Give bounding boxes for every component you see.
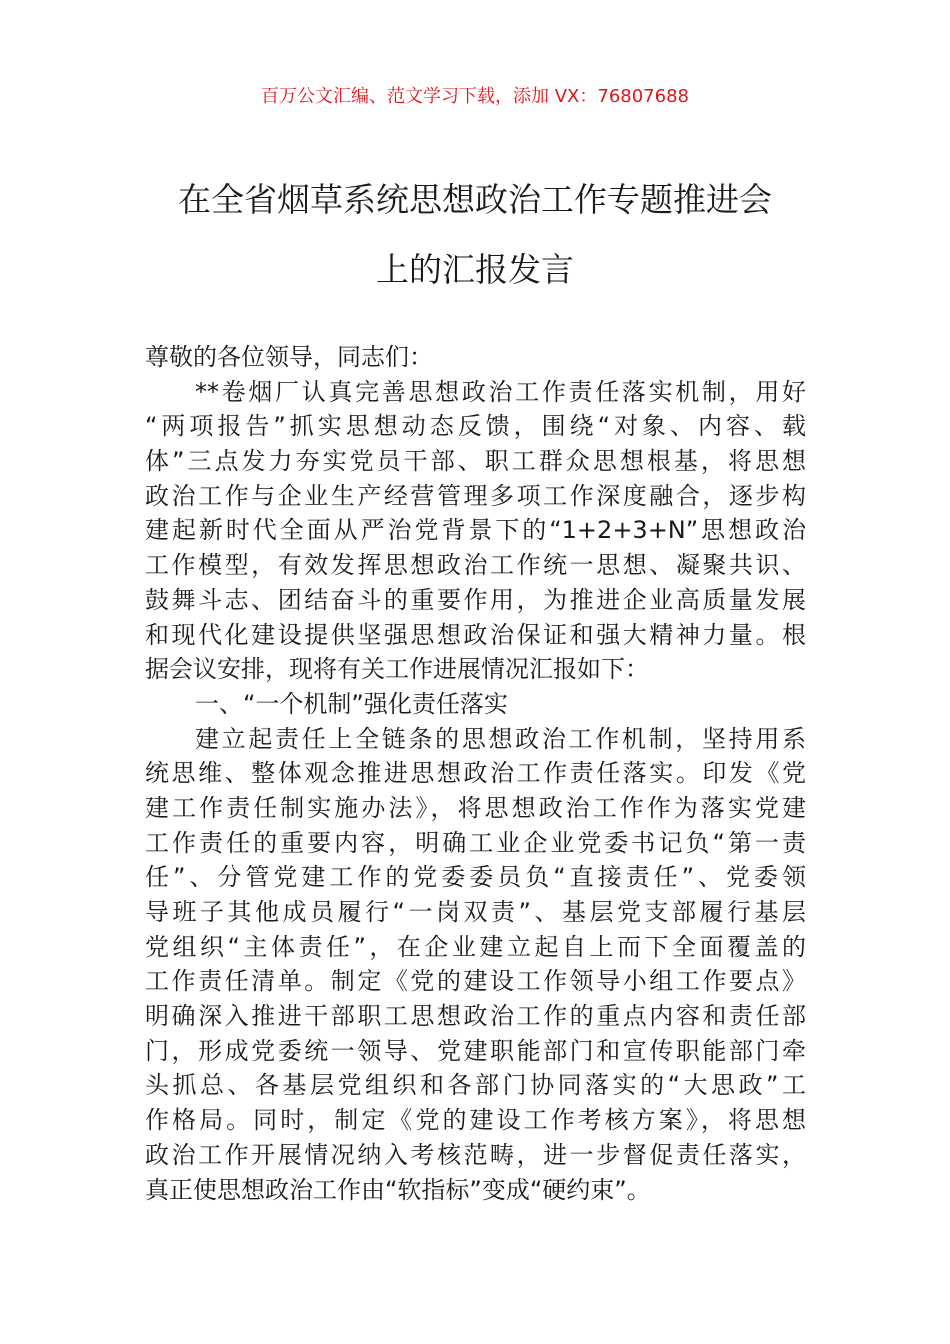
body-text-line: 政治工作与企业生产经营管理多项工作深度融合，逐步构 [145, 481, 806, 510]
body-text-line: 工作模型，有效发挥思想政治工作统一思想、凝聚共识、 [145, 551, 806, 580]
body-text-line: 导班子其他成员履行“一岗双责”、基层党支部履行基层 [145, 898, 806, 926]
body-text-line: 建起新时代全面从严治党背景下的“1+2+3+N”思想政治 [145, 516, 806, 545]
body-text-line: 鼓舞斗志、团结奋斗的重要作用，为推进企业高质量发展 [145, 585, 806, 614]
body-text-line: 工作责任清单。制定《党的建设工作领导小组工作要点》 [145, 967, 806, 996]
body-text-line: 一、“一个机制”强化责任落实 [195, 689, 508, 718]
body-text-line: 尊敬的各位领导，同志们： [145, 343, 433, 371]
body-text-line: 任”、分管党建工作的党委委员负“直接责任”、党委领 [145, 863, 806, 892]
body-text-line: 建工作责任制实施办法》，将思想政治工作作为落实党建 [145, 793, 806, 822]
body-text-line: 明确深入推进干部职工思想政治工作的重点内容和责任部 [145, 1002, 806, 1031]
body-text-line: 政治工作开展情况纳入考核范畴，进一步督促责任落实， [145, 1140, 806, 1169]
body-text-line: 真正使思想政治工作由“软指标”变成“硬约束”。 [145, 1175, 651, 1204]
body-text-line: 头抓总、各基层党组织和各部门协同落实的“大思政”工 [145, 1071, 806, 1100]
document-title-line-1: 在全省烟草系统思想政治工作专题推进会 [178, 180, 772, 219]
watermark-header: 百万公文汇编、范文学习下载，添加 VX：76807688 [261, 86, 689, 107]
body-text-line: 统思维、整体观念推进思想政治工作责任落实。印发《党 [145, 759, 806, 788]
body-text-line: **卷烟厂认真完善思想政治工作责任落实机制，用好 [195, 377, 806, 406]
body-text-line: 据会议安排，现将有关工作进展情况汇报如下： [145, 655, 649, 684]
document-title-line-2: 上的汇报发言 [376, 250, 574, 289]
body-text-line: 党组织“主体责任”，在企业建立起自上而下全面覆盖的 [145, 932, 806, 961]
document-body [145, 340, 806, 1207]
body-text-line: 门，形成党委统一领导、党建职能部门和宣传职能部门牵 [145, 1036, 806, 1065]
body-text-line: 作格局。同时，制定《党的建设工作考核方案》，将思想 [145, 1106, 806, 1135]
body-text-line: 工作责任的重要内容，明确工业企业党委书记负“第一责 [145, 828, 806, 857]
body-text-line: “两项报告”抓实思想动态反馈，围绕“对象、内容、载 [145, 412, 806, 441]
body-text-line: 和现代化建设提供坚强思想政治保证和强大精神力量。根 [145, 620, 806, 649]
body-text-line: 体”三点发力夯实党员干部、职工群众思想根基，将思想 [145, 447, 806, 476]
body-text-line: 建立起责任上全链条的思想政治工作机制，坚持用系 [195, 724, 806, 753]
